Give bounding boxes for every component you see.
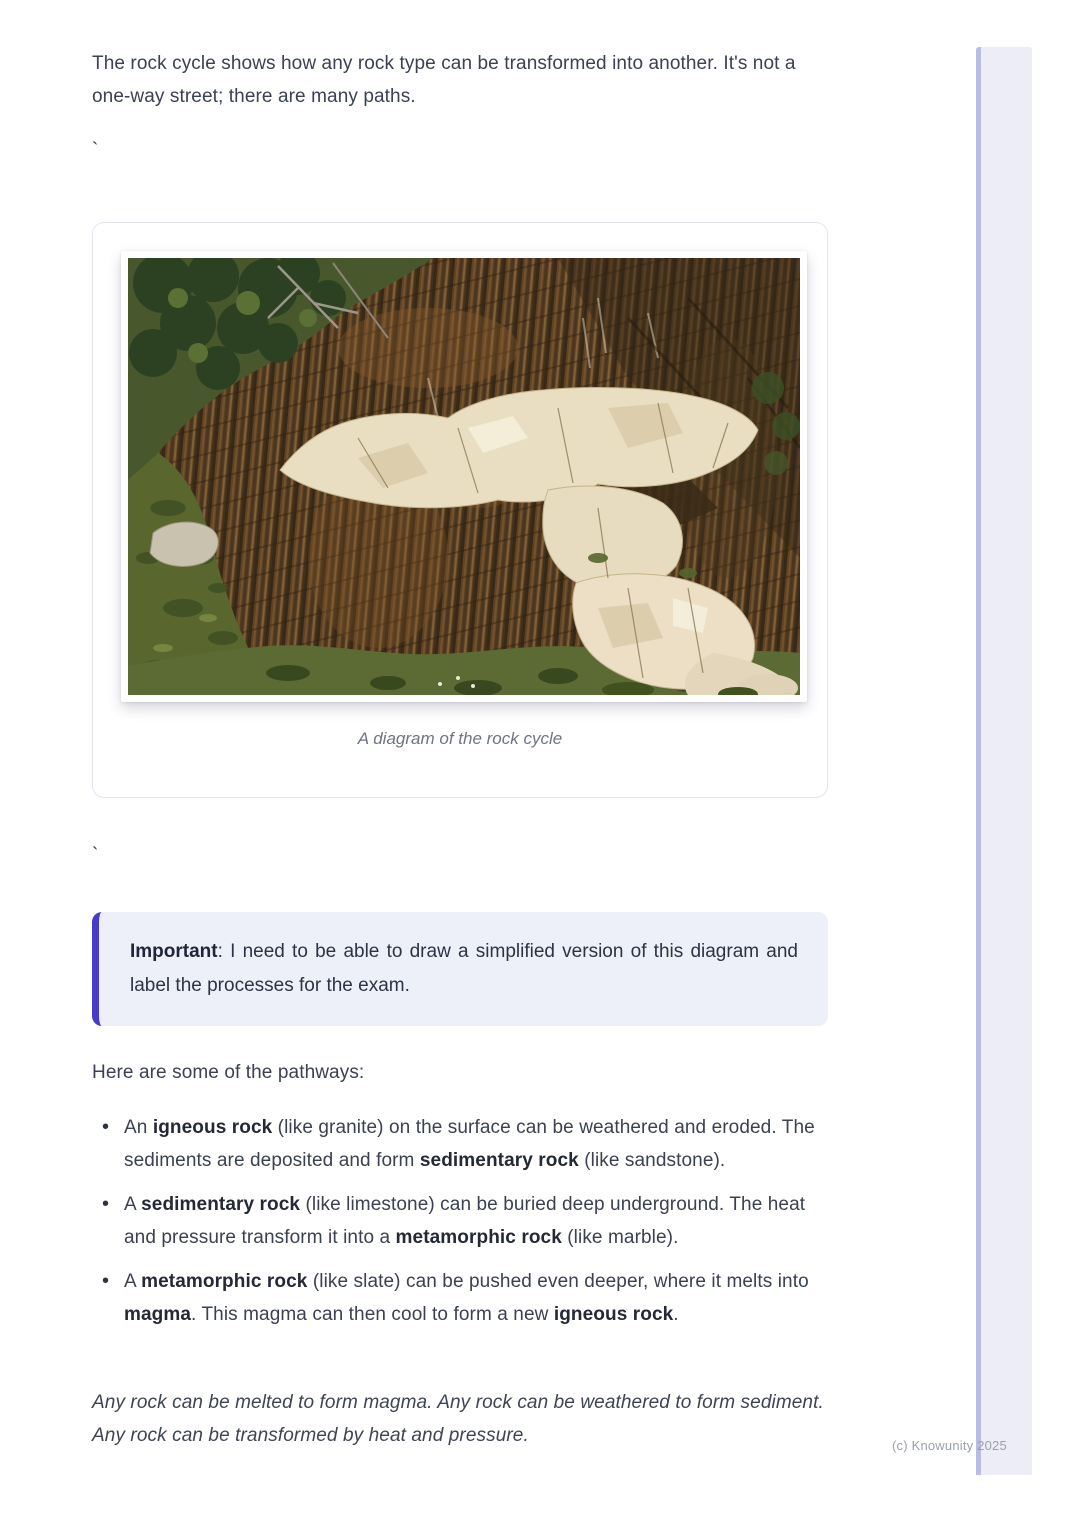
copyright-watermark: (c) Knowunity 2025	[892, 1438, 1007, 1453]
callout-text: Important: I need to be able to draw a simplified version of this diagram and label the processes for the exam.	[130, 941, 798, 996]
pathways-list	[92, 1111, 828, 1342]
list-item-igneous: • An igneous rock (like granite) on the surface can be weathered and eroded. The sediments are deposited and form sedimentary rock (like sandstone).	[92, 1111, 828, 1177]
pathways-intro: Here are some of the pathways:	[92, 1062, 365, 1083]
intro-paragraph: The rock cycle shows how any rock type can be transformed into another. It's not a one-way street; there are many paths.	[92, 53, 796, 107]
right-page-rail	[976, 47, 1032, 1475]
list-item-sedimentary: • A sedimentary rock (like limestone) can be buried deep underground. The heat and pressure transform it into a metamorphic rock (like marble).	[92, 1188, 828, 1254]
important-callout	[92, 912, 828, 1026]
figure-card	[92, 222, 828, 798]
list-item-metamorphic: • A metamorphic rock (like slate) can be pushed even deeper, where it melts into magma. This magma can then cool to form a new igneous rock.	[92, 1265, 828, 1331]
photo-frame	[121, 251, 807, 702]
figure-caption: A diagram of the rock cycle	[357, 729, 563, 748]
callout-label: Important	[130, 941, 218, 962]
stray-backtick-2: `	[92, 845, 99, 866]
rock-outcrop-photo	[128, 258, 800, 695]
stray-backtick-1: `	[92, 140, 99, 161]
closing-paragraph: Any rock can be melted to form magma. Any rock can be weathered to form sediment. Any rock can be transformed by heat and pressure.	[92, 1392, 824, 1446]
